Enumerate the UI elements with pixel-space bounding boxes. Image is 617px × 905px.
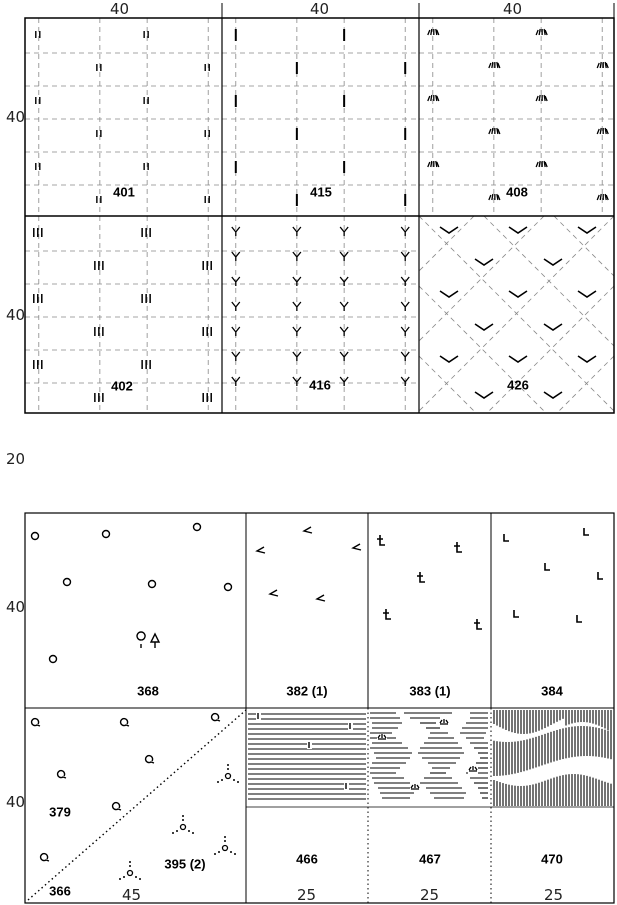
symbol-416 [340, 302, 348, 311]
symbol-426 [509, 356, 527, 362]
bottom-col-width-2: 25 [297, 886, 317, 904]
symbol-379 [113, 803, 121, 810]
symbol-408 [489, 62, 500, 68]
symbol-395 [226, 774, 231, 779]
symbol-426 [440, 356, 458, 362]
symbol-401 [205, 64, 209, 71]
symbol-382 [353, 544, 361, 550]
cell-code-379: 379 [49, 804, 71, 820]
symbol-408 [428, 161, 439, 167]
symbol-383 [383, 609, 391, 619]
symbol-402 [95, 393, 103, 402]
symbol-416 [232, 302, 240, 311]
cell-code-467: 467 [419, 851, 441, 867]
symbol-379 [146, 756, 154, 763]
cell-code-384: 384 [541, 683, 563, 699]
symbol-402 [95, 261, 103, 270]
symbol-402 [203, 261, 211, 270]
symbol-401 [97, 130, 101, 137]
symbol-382 [257, 547, 265, 553]
symbol-426 [509, 291, 527, 297]
symbol-368 [149, 581, 156, 588]
symbol-408 [597, 194, 608, 200]
tree-icon [137, 632, 159, 648]
bottom-col-width-4: 25 [544, 886, 564, 904]
symbol-408 [597, 62, 608, 68]
cell-code-426: 426 [507, 377, 529, 393]
symbol-426 [509, 227, 527, 233]
symbol-402 [142, 228, 150, 237]
symbol-383 [454, 542, 462, 552]
cell-code-366: 366 [49, 883, 71, 899]
symbol-408 [536, 95, 547, 101]
symbol-408 [489, 194, 500, 200]
cell-466-pattern [248, 713, 366, 799]
symbol-384 [545, 563, 550, 570]
symbol-383 [417, 572, 425, 582]
bottom-col-width-3: 25 [420, 886, 440, 904]
cell-code-368: 368 [137, 683, 159, 699]
cell-code-401: 401 [113, 184, 135, 200]
cell-code-395: 395 (2) [164, 856, 206, 872]
gap-label: 20 [6, 450, 26, 468]
symbol-368 [225, 584, 232, 591]
symbol-401 [97, 196, 101, 203]
cell-code-402: 402 [111, 378, 133, 394]
symbol-395 [181, 825, 186, 830]
symbol-368 [50, 656, 57, 663]
symbol-402 [34, 360, 42, 369]
symbol-382 [317, 595, 325, 601]
top-col-width-3: 40 [503, 0, 523, 18]
symbol-401 [97, 64, 101, 71]
symbol-402 [95, 327, 103, 336]
bottom-row-height-2: 40 [6, 793, 26, 811]
symbol-416 [293, 277, 301, 286]
symbol-426 [440, 291, 458, 297]
symbol-383 [474, 619, 482, 629]
symbol-379 [58, 771, 66, 778]
symbol-395 [223, 846, 228, 851]
symbol-379 [32, 719, 40, 726]
symbol-395 [128, 871, 133, 876]
symbol-426 [578, 356, 596, 362]
top-col-width-2: 40 [310, 0, 330, 18]
bottom-row-height-1: 40 [6, 598, 26, 616]
cell-470-pattern [494, 710, 611, 806]
symbol-402 [34, 228, 42, 237]
symbol-401 [36, 163, 40, 170]
symbol-401 [205, 130, 209, 137]
cell-code-408: 408 [506, 184, 528, 200]
symbol-379 [121, 719, 129, 726]
symbol-416 [340, 277, 348, 286]
symbol-401 [144, 31, 148, 38]
symbol-384 [514, 610, 519, 617]
symbol-426 [475, 392, 493, 398]
symbol-416 [232, 277, 240, 286]
symbol-408 [428, 95, 439, 101]
symbol-426 [475, 324, 493, 330]
cell-code-382: 382 (1) [286, 683, 328, 699]
symbol-383 [377, 535, 385, 545]
symbol-416 [401, 302, 409, 311]
symbol-368 [194, 524, 201, 531]
symbol-402 [203, 327, 211, 336]
symbol-426 [544, 259, 562, 265]
bottom-grid-frame [25, 513, 614, 903]
symbol-379 [212, 714, 220, 721]
symbol-401 [36, 31, 40, 38]
symbol-402 [34, 294, 42, 303]
symbol-368 [32, 533, 39, 540]
symbol-384 [577, 615, 582, 622]
cell-code-383: 383 (1) [409, 683, 451, 699]
symbol-408 [597, 128, 608, 134]
symbol-384 [584, 528, 589, 535]
cell-code-416: 416 [309, 377, 331, 393]
symbol-384 [598, 572, 603, 579]
symbol-401 [205, 196, 209, 203]
symbol-426 [475, 259, 493, 265]
symbol-416 [293, 302, 301, 311]
symbol-402 [142, 294, 150, 303]
symbol-382 [270, 590, 278, 596]
cell-code-470: 470 [541, 851, 563, 867]
top-col-width-1: 40 [110, 0, 130, 18]
symbol-426 [440, 227, 458, 233]
symbol-408 [536, 29, 547, 35]
symbol-368 [64, 579, 71, 586]
symbol-401 [144, 97, 148, 104]
symbol-368 [103, 531, 110, 538]
cell-code-466: 466 [296, 851, 318, 867]
cell-code-415: 415 [310, 184, 332, 200]
symbol-408 [428, 29, 439, 35]
symbol-426 [578, 227, 596, 233]
symbol-426 [578, 291, 596, 297]
symbol-408 [536, 161, 547, 167]
symbol-379 [41, 854, 49, 861]
symbol-426 [544, 324, 562, 330]
symbol-382 [304, 527, 312, 533]
symbol-402 [142, 360, 150, 369]
symbol-401 [36, 97, 40, 104]
top-row-height-1: 40 [6, 108, 26, 126]
top-grid-frame [25, 3, 614, 413]
cell-467-pattern [370, 713, 488, 798]
symbol-408 [489, 128, 500, 134]
symbol-384 [504, 534, 509, 541]
symbol-426 [544, 392, 562, 398]
symbol-401 [144, 163, 148, 170]
symbol-416 [401, 277, 409, 286]
symbol-402 [203, 393, 211, 402]
top-row-height-2: 40 [6, 306, 26, 324]
bottom-col-width-1: 45 [122, 886, 142, 904]
